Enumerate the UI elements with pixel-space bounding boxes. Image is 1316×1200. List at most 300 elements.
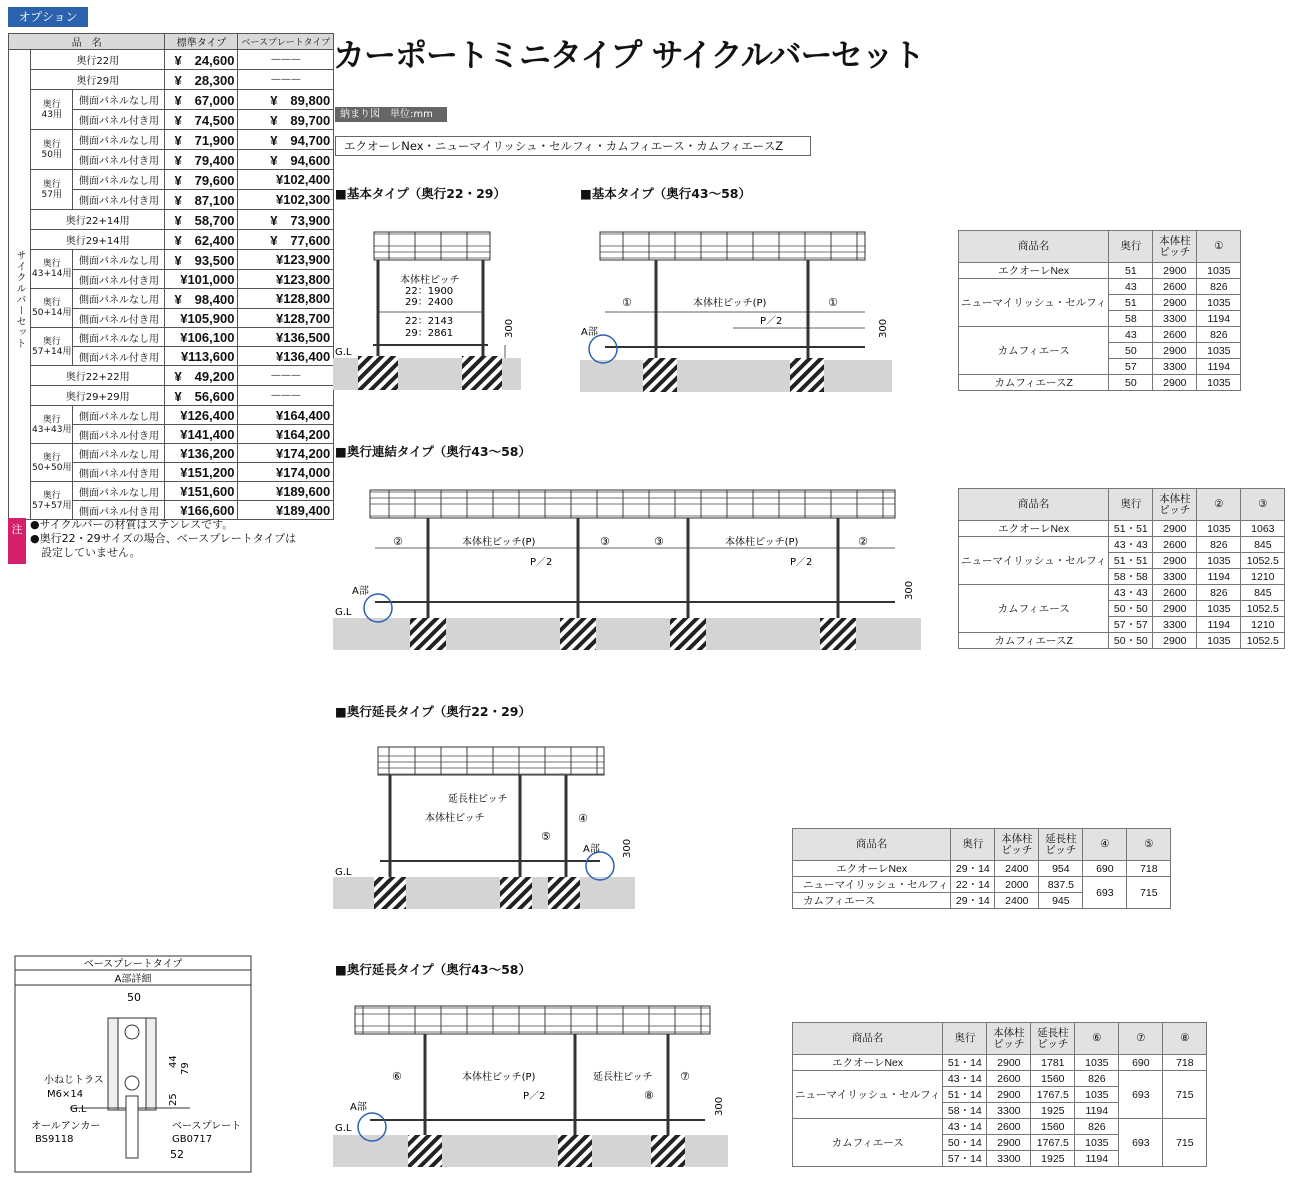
col-header: 商品名: [959, 231, 1109, 263]
cell-value: 690: [1083, 861, 1127, 877]
col-header: ⑤: [1127, 829, 1171, 861]
group-label: 奥行 43+43用: [31, 406, 73, 444]
cell-value: 826: [1197, 327, 1241, 343]
cell-value: 1194: [1075, 1151, 1119, 1167]
cell-value: 1194: [1197, 569, 1241, 585]
dim-label: 延長柱ピッチ: [448, 794, 508, 805]
drawing-ext-short: [333, 747, 635, 909]
table-row: [959, 633, 1285, 649]
table-row: [793, 877, 1171, 893]
cell-value: 2600: [1153, 537, 1197, 553]
item-name: 側面パネル付き用: [73, 309, 165, 328]
cell-value: 1560: [1031, 1071, 1075, 1087]
dim-label: ⑦: [680, 1070, 690, 1083]
product-name: ニューマイリッシュ・セルフィ: [959, 537, 1109, 585]
dim-label: 300: [904, 580, 915, 600]
table-row: [793, 861, 1171, 877]
col-header: ⑧: [1163, 1023, 1207, 1055]
cell-value: 1035: [1197, 263, 1241, 279]
cell-value: 2400: [995, 893, 1039, 909]
col-header: 商品名: [959, 489, 1109, 521]
detail-a-part: [15, 956, 251, 1172]
cell-value: 693: [1083, 877, 1127, 909]
section-heading: ■ 基本タイプ（奥行22・29）: [335, 184, 506, 202]
item-name: 奥行29+29用: [31, 386, 165, 406]
cell-value: 1925: [1031, 1103, 1075, 1119]
header-row: [959, 231, 1241, 263]
dim-label: 29：2861: [405, 328, 454, 339]
cell-value: 1194: [1197, 359, 1241, 375]
col-header: 奥行: [1109, 489, 1153, 521]
dim-label: 本体柱ピッチ(P): [725, 537, 799, 548]
price-baseplate: ¥ 89,700: [238, 110, 334, 130]
cell-value: 2900: [1153, 553, 1197, 569]
dim-label: 300: [714, 1096, 725, 1116]
cell-value: 2900: [987, 1087, 1031, 1103]
product-name: カムフィエースZ: [959, 375, 1109, 391]
col-header-name: 品 名: [9, 34, 165, 50]
cell-value: 1035: [1075, 1135, 1119, 1151]
item-name: 側面パネルなし用: [73, 250, 165, 270]
cell-value: 43: [1109, 279, 1153, 295]
dim-label: 52: [170, 1148, 184, 1161]
dim-label: 79: [180, 1062, 191, 1075]
col-header: 本体柱 ピッチ: [1153, 489, 1197, 521]
cell-value: 718: [1163, 1055, 1207, 1071]
price-baseplate: ¥128,800: [238, 289, 334, 309]
cell-value: 826: [1075, 1071, 1119, 1087]
product-name: カムフィエース: [793, 1119, 943, 1167]
item-name: 側面パネル付き用: [73, 190, 165, 210]
price-baseplate: ¥102,300: [238, 190, 334, 210]
price-baseplate: ¥128,700: [238, 309, 334, 328]
item-name: 側面パネルなし用: [73, 170, 165, 190]
price-baseplate: ¥ 89,800: [238, 90, 334, 110]
cell-value: 2600: [1153, 585, 1197, 601]
cell-value: 43・43: [1109, 537, 1153, 553]
cell-value: 58・58: [1109, 569, 1153, 585]
cell-value: 1052.5: [1241, 601, 1285, 617]
price-baseplate: ¥102,400: [238, 170, 334, 190]
table-row: [793, 1055, 1207, 1071]
table-row: [793, 1071, 1207, 1087]
item-name: 側面パネルなし用: [73, 130, 165, 150]
gl-label: G.L: [335, 867, 352, 878]
cell-value: 58・14: [943, 1103, 987, 1119]
cell-value: 1035: [1075, 1087, 1119, 1103]
cell-value: 1781: [1031, 1055, 1075, 1071]
item-name: 側面パネルなし用: [73, 444, 165, 463]
cell-value: 1035: [1197, 343, 1241, 359]
cell-value: 43・14: [943, 1071, 987, 1087]
gl-label: G.L: [335, 347, 352, 358]
price-baseplate: ———: [238, 386, 334, 406]
detail-label: ベースプレート: [172, 1121, 242, 1132]
product-name: カムフィエース: [959, 327, 1109, 375]
cell-value: 1194: [1075, 1103, 1119, 1119]
dim-label: ③: [600, 535, 610, 548]
col-header: 奥行: [943, 1023, 987, 1055]
header-row: [793, 829, 1171, 861]
item-name: 側面パネルなし用: [73, 406, 165, 425]
group-label: 奥行 57+14用: [31, 328, 73, 366]
price-baseplate: ¥ 94,700: [238, 130, 334, 150]
item-name: 側面パネル付き用: [73, 150, 165, 170]
price-standard: ¥141,400: [165, 425, 238, 444]
cell-value: 845: [1241, 585, 1285, 601]
item-name: 奥行22用: [31, 50, 165, 70]
cell-value: 51: [1109, 263, 1153, 279]
note-badge: 注: [8, 518, 26, 564]
item-name: 側面パネルなし用: [73, 328, 165, 347]
product-name: エクオーレNex: [793, 861, 951, 877]
cell-value: 3300: [987, 1151, 1031, 1167]
dim-label: 29：2400: [405, 297, 454, 308]
cell-value: 1063: [1241, 521, 1285, 537]
price-standard: ¥ 62,400: [165, 230, 238, 250]
product-name: エクオーレNex: [793, 1055, 943, 1071]
cell-value: 51・51: [1109, 553, 1153, 569]
product-name: カムフィエース: [793, 893, 951, 909]
drawing-ext-long: [333, 1006, 728, 1167]
col-header: ⑦: [1119, 1023, 1163, 1055]
drawing-basic-short: [333, 232, 521, 390]
dim-label: ①: [828, 296, 838, 309]
col-header-standard: 標準タイプ: [165, 34, 238, 50]
cell-value: 2900: [1153, 343, 1197, 359]
cell-value: 2000: [995, 877, 1039, 893]
product-name: ニューマイリッシュ・セルフィ: [793, 1071, 943, 1119]
detail-label: オールアンカー: [31, 1121, 101, 1132]
cell-value: 1767.5: [1031, 1135, 1075, 1151]
dim-label: 延長柱ピッチ: [593, 1072, 653, 1083]
price-baseplate: ¥164,200: [238, 425, 334, 444]
price-baseplate: ¥ 73,900: [238, 210, 334, 230]
col-header-baseplate: ベースプレートタイプ: [238, 34, 334, 50]
group-label: 奥行 57+57用: [31, 482, 73, 520]
spec-table-basic: [958, 230, 1241, 391]
cell-value: 715: [1163, 1071, 1207, 1119]
note-line: 設定していません。: [30, 546, 141, 559]
cell-value: 2600: [1153, 327, 1197, 343]
cell-value: 693: [1119, 1071, 1163, 1119]
cell-value: 845: [1241, 537, 1285, 553]
dim-label: ④: [578, 812, 588, 825]
cell-value: 1035: [1075, 1055, 1119, 1071]
col-header: ③: [1241, 489, 1285, 521]
item-name: 側面パネル付き用: [73, 501, 165, 520]
item-name: 側面パネル付き用: [73, 270, 165, 289]
detail-label: M6×14: [47, 1089, 84, 1100]
option-tag: オプション: [8, 7, 88, 27]
cell-value: 51・14: [943, 1087, 987, 1103]
dim-label: ②: [858, 535, 868, 548]
table-row: [793, 1119, 1207, 1135]
dim-label: P／2: [530, 557, 553, 568]
note-line: ●サイクルバーの材質はステンレスです。: [30, 518, 234, 531]
dim-label: 22：2143: [405, 316, 454, 327]
price-standard: ¥ 24,600: [165, 50, 238, 70]
section-heading: ■ 奥行延長タイプ（奥行22・29）: [335, 702, 531, 720]
price-standard: ¥113,600: [165, 347, 238, 366]
spec-table-ext-long: [792, 1022, 1207, 1167]
cell-value: 826: [1197, 279, 1241, 295]
price-baseplate: ¥123,800: [238, 270, 334, 289]
cell-value: 22・14: [951, 877, 995, 893]
item-name: 側面パネル付き用: [73, 425, 165, 444]
cell-value: 2600: [987, 1071, 1031, 1087]
item-name: 奥行29+14用: [31, 230, 165, 250]
product-name: カムフィエース: [959, 585, 1109, 633]
cell-value: 1035: [1197, 375, 1241, 391]
cell-value: 58: [1109, 311, 1153, 327]
price-standard: ¥ 28,300: [165, 70, 238, 90]
drawing-basic-long: [580, 232, 892, 392]
col-header: 奥行: [1109, 231, 1153, 263]
dim-label: 本体柱ピッチ: [400, 275, 460, 286]
price-baseplate: ¥ 77,600: [238, 230, 334, 250]
cell-value: 43: [1109, 327, 1153, 343]
cell-value: 43・14: [943, 1119, 987, 1135]
a-part-label: A部: [350, 1102, 367, 1113]
item-name: 側面パネルなし用: [73, 90, 165, 110]
dim-label: 本体柱ピッチ: [425, 813, 485, 824]
cell-value: 1052.5: [1241, 553, 1285, 569]
col-header: ⑥: [1075, 1023, 1119, 1055]
table-row: [959, 537, 1285, 553]
cell-value: 718: [1127, 861, 1171, 877]
dim-label: 本体柱ピッチ(P): [693, 298, 767, 309]
page-title: カーポートミニタイプ サイクルバーセット: [333, 36, 924, 74]
item-name: 側面パネルなし用: [73, 289, 165, 309]
item-name: 側面パネル付き用: [73, 463, 165, 482]
side-label-text: サイクルバーセット: [14, 250, 25, 349]
cell-value: 2900: [987, 1055, 1031, 1071]
detail-label: 小ねじトラス: [44, 1075, 104, 1086]
a-part-label: A部: [352, 586, 369, 597]
section-heading: ■ 奥行連結タイプ（奥行43～58）: [335, 442, 531, 460]
product-name: エクオーレNex: [959, 263, 1109, 279]
price-standard: ¥ 98,400: [165, 289, 238, 309]
price-standard: ¥ 58,700: [165, 210, 238, 230]
group-label: 奥行 50+14用: [31, 289, 73, 328]
table-row: [959, 521, 1285, 537]
dim-label: ⑥: [392, 1070, 402, 1083]
price-standard: ¥ 79,400: [165, 150, 238, 170]
spec-table-ext-short: [792, 828, 1171, 909]
product-name: ニューマイリッシュ・セルフィ: [959, 279, 1109, 327]
cell-value: 2900: [1153, 295, 1197, 311]
gl-label: G.L: [335, 607, 352, 618]
price-standard: ¥166,600: [165, 501, 238, 520]
col-header: ④: [1083, 829, 1127, 861]
cell-value: 3300: [1153, 617, 1197, 633]
item-name: 側面パネルなし用: [73, 482, 165, 501]
cell-value: 2600: [1153, 279, 1197, 295]
price-standard: ¥151,200: [165, 463, 238, 482]
cell-value: 2900: [987, 1135, 1031, 1151]
price-standard: ¥126,400: [165, 406, 238, 425]
price-standard: ¥ 79,600: [165, 170, 238, 190]
table-row: [959, 585, 1285, 601]
cell-value: 945: [1039, 893, 1083, 909]
cell-value: 826: [1197, 585, 1241, 601]
item-name: 奥行29用: [31, 70, 165, 90]
col-header: 延長柱 ピッチ: [1039, 829, 1083, 861]
dim-label: P／2: [790, 557, 813, 568]
cell-value: 1052.5: [1241, 633, 1285, 649]
price-baseplate: ¥136,500: [238, 328, 334, 347]
drawing-label: 納まり図 単位:mm: [335, 107, 447, 122]
cell-value: 1194: [1197, 617, 1241, 633]
price-baseplate: ¥189,400: [238, 501, 334, 520]
cell-value: 826: [1075, 1119, 1119, 1135]
group-label: 奥行 43+14用: [31, 250, 73, 289]
price-standard: ¥ 67,000: [165, 90, 238, 110]
cell-value: 29・14: [951, 861, 995, 877]
cell-value: 50・50: [1109, 633, 1153, 649]
cell-value: 3300: [1153, 569, 1197, 585]
price-standard: ¥ 71,900: [165, 130, 238, 150]
price-baseplate: ———: [238, 366, 334, 386]
price-baseplate: ¥164,400: [238, 406, 334, 425]
price-standard: ¥151,600: [165, 482, 238, 501]
col-header: ②: [1197, 489, 1241, 521]
item-name: 奥行22+22用: [31, 366, 165, 386]
item-name: 側面パネル付き用: [73, 347, 165, 366]
table-row: [959, 327, 1241, 343]
cell-value: 954: [1039, 861, 1083, 877]
section-heading: ■ 奥行延長タイプ（奥行43～58）: [335, 960, 531, 978]
dim-label: 25: [168, 1093, 179, 1106]
dim-label: ③: [654, 535, 664, 548]
cell-value: 51: [1109, 295, 1153, 311]
col-header: 本体柱 ピッチ: [987, 1023, 1031, 1055]
price-standard: ¥ 93,500: [165, 250, 238, 270]
drawing-connected: [333, 490, 921, 650]
dim-label: P／2: [760, 316, 783, 327]
cell-value: 51・14: [943, 1055, 987, 1071]
cell-value: 693: [1119, 1119, 1163, 1167]
col-header: 奥行: [951, 829, 995, 861]
cell-value: 826: [1197, 537, 1241, 553]
cell-value: 50・14: [943, 1135, 987, 1151]
cell-value: 1035: [1197, 601, 1241, 617]
cell-value: 1767.5: [1031, 1087, 1075, 1103]
col-header: 商品名: [793, 1023, 943, 1055]
cell-value: 690: [1119, 1055, 1163, 1071]
price-baseplate: ———: [238, 70, 334, 90]
detail-title: ベースプレートタイプ: [83, 959, 183, 970]
dim-label: ②: [393, 535, 403, 548]
price-baseplate: ¥136,400: [238, 347, 334, 366]
table-row: [959, 263, 1241, 279]
price-standard: ¥105,900: [165, 309, 238, 328]
col-header: 本体柱 ピッチ: [995, 829, 1039, 861]
price-baseplate: ¥189,600: [238, 482, 334, 501]
cell-value: 3300: [1153, 311, 1197, 327]
col-header: 商品名: [793, 829, 951, 861]
spec-table-connected: [958, 488, 1285, 649]
cell-value: 2900: [1153, 521, 1197, 537]
dim-label: 50: [127, 991, 141, 1004]
cell-value: 3300: [987, 1103, 1031, 1119]
cell-value: 2900: [1153, 633, 1197, 649]
section-heading: ■ 基本タイプ（奥行43～58）: [580, 184, 751, 202]
cell-value: 57: [1109, 359, 1153, 375]
cell-value: 1035: [1197, 553, 1241, 569]
cell-value: 1925: [1031, 1151, 1075, 1167]
col-header: ①: [1197, 231, 1241, 263]
cell-value: 1035: [1197, 633, 1241, 649]
dim-label: 本体柱ピッチ(P): [462, 537, 536, 548]
group-label: 奥行 43用: [31, 90, 73, 130]
price-standard: ¥ 74,500: [165, 110, 238, 130]
group-label: 奥行 50+50用: [31, 444, 73, 482]
cell-value: 1194: [1197, 311, 1241, 327]
header-row: [959, 489, 1285, 521]
item-name: 奥行22+14用: [31, 210, 165, 230]
cell-value: 2900: [1153, 601, 1197, 617]
cell-value: 837.5: [1039, 877, 1083, 893]
series-box: エクオーレNex・ニューマイリッシュ・セルフィ・カムフィエース・カムフィエースZ: [335, 136, 811, 156]
cell-value: 2900: [1153, 375, 1197, 391]
group-label: 奥行 57用: [31, 170, 73, 210]
price-standard: ¥101,000: [165, 270, 238, 289]
price-baseplate: ¥123,900: [238, 250, 334, 270]
cell-value: 2600: [987, 1119, 1031, 1135]
header-row: [793, 1023, 1207, 1055]
price-standard: ¥ 56,600: [165, 386, 238, 406]
cell-value: 29・14: [951, 893, 995, 909]
a-part-label: A部: [581, 327, 598, 338]
cell-value: 715: [1127, 877, 1171, 909]
note-line: ●奥行22・29サイズの場合、ベースプレートタイプは: [30, 532, 297, 545]
item-name: 側面パネル付き用: [73, 110, 165, 130]
cell-value: 57・57: [1109, 617, 1153, 633]
price-standard: ¥106,100: [165, 328, 238, 347]
cell-value: 1210: [1241, 617, 1285, 633]
cell-value: 57・14: [943, 1151, 987, 1167]
cell-value: 2900: [1153, 263, 1197, 279]
cell-value: 715: [1163, 1119, 1207, 1167]
dim-label: 本体柱ピッチ(P): [462, 1072, 536, 1083]
table-row: [959, 375, 1241, 391]
detail-label: BS9118: [35, 1134, 74, 1145]
cell-value: 3300: [1153, 359, 1197, 375]
detail-label: G.L: [70, 1104, 87, 1115]
dim-label: 300: [622, 838, 633, 858]
price-standard: ¥ 87,100: [165, 190, 238, 210]
dim-label: 300: [504, 318, 515, 338]
detail-label: GB0717: [172, 1134, 213, 1145]
price-standard: ¥136,200: [165, 444, 238, 463]
col-header: 延長柱 ピッチ: [1031, 1023, 1075, 1055]
dim-label: ⑤: [541, 830, 551, 843]
product-name: ニューマイリッシュ・セルフィ: [793, 877, 951, 893]
cell-value: 43・43: [1109, 585, 1153, 601]
dim-label: 44: [168, 1055, 179, 1068]
a-part-label: A部: [583, 844, 600, 855]
dim-label: P／2: [523, 1091, 546, 1102]
group-label: 奥行 50用: [31, 130, 73, 170]
product-name: エクオーレNex: [959, 521, 1109, 537]
price-standard: ¥ 49,200: [165, 366, 238, 386]
gl-label: G.L: [335, 1123, 352, 1134]
cell-value: 1035: [1197, 295, 1241, 311]
cell-value: 1210: [1241, 569, 1285, 585]
col-header: 本体柱 ピッチ: [1153, 231, 1197, 263]
